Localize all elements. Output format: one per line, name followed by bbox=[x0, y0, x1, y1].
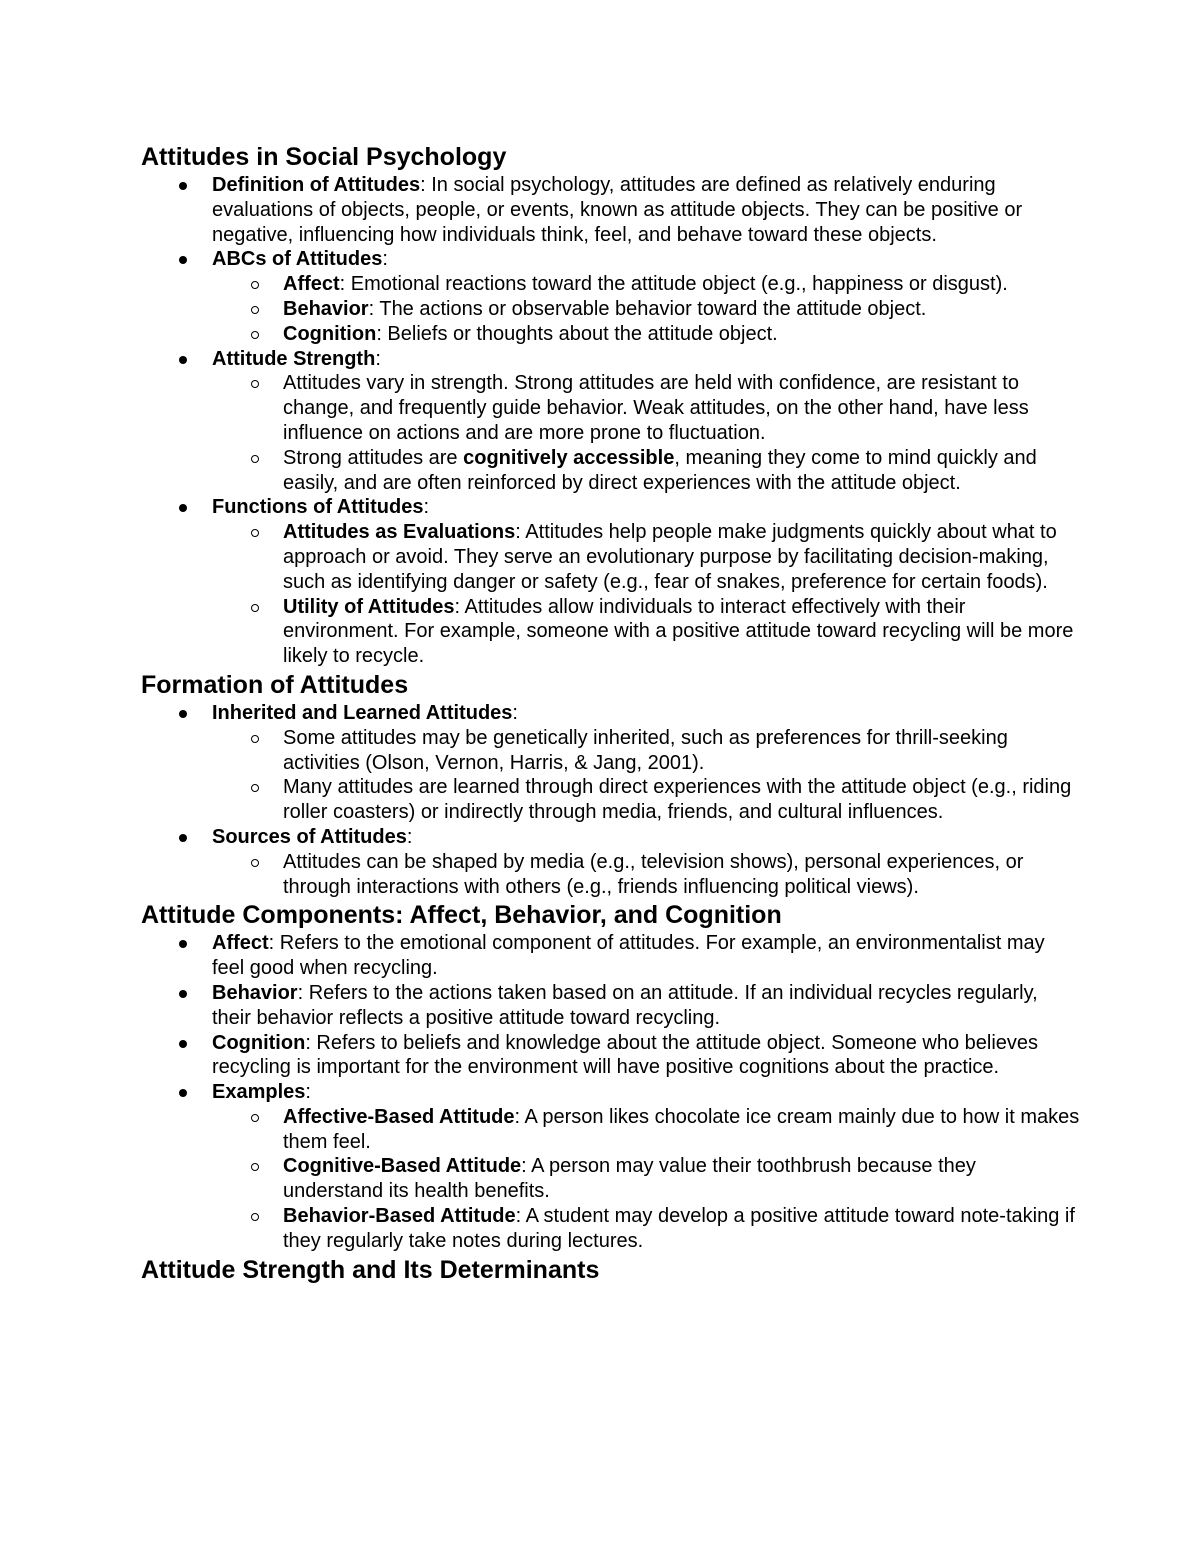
item-term: Behavior-Based Attitude bbox=[283, 1205, 516, 1228]
item-description: : A person may value their toothbrush because they understand its health benefits. bbox=[283, 1155, 976, 1203]
item-text bbox=[283, 272, 1081, 297]
item-description: : A student may develop a positive attitude toward note-taking if they regularly take notes during lectures. bbox=[283, 1205, 1075, 1252]
item-lead-text: Strong attitudes are bbox=[283, 446, 464, 469]
sub-list-item bbox=[212, 322, 1081, 347]
item-description: : Attitudes help people make judgments quickly about what to approach or avoid. They serve an evolutionary purpose by facilitating decision-making, such as identifying danger or safety (e.g., fear of snakes, preference for certain foods). bbox=[283, 521, 1057, 593]
bullet-icon bbox=[179, 1040, 187, 1048]
item-text bbox=[283, 595, 1081, 669]
item-term: Cognition bbox=[212, 1031, 306, 1054]
hollow-bullet-icon bbox=[251, 281, 259, 289]
bullet-icon bbox=[179, 504, 187, 512]
bullet-list bbox=[141, 173, 1081, 669]
bullet-icon bbox=[179, 256, 187, 264]
item-term: Affect bbox=[283, 273, 340, 296]
bullet-icon bbox=[179, 710, 187, 718]
item-text bbox=[283, 520, 1081, 594]
item-text bbox=[283, 1154, 1081, 1204]
sub-list-item bbox=[212, 1154, 1081, 1204]
bullet-list bbox=[141, 931, 1081, 1253]
hollow-bullet-icon bbox=[251, 380, 259, 388]
item-description: : Attitudes allow individuals to interact effectively with their environment. For example, someone with a positive attitude toward recycling will be more likely to recycle. bbox=[283, 595, 1074, 668]
hollow-bullet-icon bbox=[251, 529, 259, 537]
item-text bbox=[212, 495, 1081, 520]
item-description: : bbox=[423, 496, 430, 519]
hollow-bullet-icon bbox=[251, 1163, 259, 1171]
item-text bbox=[212, 825, 1081, 850]
list-item bbox=[141, 701, 1081, 825]
hollow-bullet-icon bbox=[251, 331, 259, 339]
document-body bbox=[141, 141, 1081, 1286]
item-term: Cognitive-Based Attitude bbox=[283, 1155, 522, 1178]
item-text bbox=[283, 1105, 1081, 1155]
item-term: Inherited and Learned Attitudes bbox=[212, 701, 513, 724]
item-text bbox=[283, 726, 1081, 776]
item-text bbox=[212, 1080, 1081, 1105]
hollow-bullet-icon bbox=[251, 604, 259, 612]
item-term: Attitude Strength bbox=[212, 347, 376, 370]
item-text bbox=[212, 931, 1081, 981]
item-lead-text: Attitudes vary in strength. Strong attitudes are held with confidence, are resistant to change, and frequently guide behavior. Weak attitudes, on the other hand, have less influence on actions and are more prone to fluctuation. bbox=[283, 372, 1029, 444]
sub-list-item bbox=[212, 520, 1081, 594]
list-item bbox=[141, 1031, 1081, 1081]
item-description: : Refers to the actions taken based on an attitude. If an individual recycles regularly, their behavior reflects a positive attitude toward recycling. bbox=[212, 981, 1038, 1029]
item-text bbox=[283, 1204, 1081, 1254]
sub-list-item bbox=[212, 850, 1081, 900]
item-text bbox=[283, 371, 1081, 445]
sub-bullet-list bbox=[212, 272, 1081, 346]
hollow-bullet-icon bbox=[251, 455, 259, 463]
item-term: Utility of Attitudes bbox=[283, 595, 455, 618]
item-term: Cognition bbox=[283, 322, 377, 345]
item-text bbox=[212, 981, 1081, 1031]
item-term: Affective-Based Attitude bbox=[283, 1105, 515, 1128]
item-lead-text: Some attitudes may be genetically inherited, such as preferences for thrill-seeking activities (Olson, Vernon, Harris, & Jang, 2001). bbox=[283, 726, 1008, 774]
item-description: : bbox=[375, 347, 381, 370]
list-item bbox=[141, 347, 1081, 496]
sub-bullet-list bbox=[212, 1105, 1081, 1254]
item-term: Sources of Attitudes bbox=[212, 825, 407, 848]
hollow-bullet-icon bbox=[251, 784, 259, 792]
item-term: Definition of Attitudes bbox=[212, 174, 421, 196]
sub-list-item bbox=[212, 1204, 1081, 1254]
hollow-bullet-icon bbox=[251, 1114, 259, 1122]
list-item bbox=[141, 495, 1081, 669]
hollow-bullet-icon bbox=[251, 306, 259, 314]
list-item bbox=[141, 247, 1081, 346]
sub-list-item bbox=[212, 272, 1081, 297]
item-description: : In social psychology, attitudes are defined as relatively enduring evaluations of objects, people, or events, known as attitude objects. They can be positive or negative, influencing how individuals think, feel, and behave toward these objects. bbox=[212, 174, 1023, 246]
item-text bbox=[212, 247, 1081, 272]
list-item bbox=[141, 981, 1081, 1031]
item-description: : bbox=[512, 701, 518, 724]
item-text bbox=[283, 322, 1081, 347]
list-item bbox=[141, 825, 1081, 899]
bullet-icon bbox=[179, 356, 187, 364]
item-term: Functions of Attitudes bbox=[212, 496, 424, 519]
sub-list-item bbox=[212, 297, 1081, 322]
item-description: : bbox=[382, 248, 388, 271]
item-term: ABCs of Attitudes bbox=[212, 248, 383, 271]
item-description: : bbox=[406, 825, 413, 848]
section-heading: Attitudes in Social Psychology bbox=[141, 143, 507, 171]
bullet-icon bbox=[179, 182, 187, 190]
item-text bbox=[212, 1031, 1081, 1081]
item-term: Examples bbox=[212, 1081, 306, 1104]
item-text bbox=[283, 446, 1081, 496]
bullet-icon bbox=[179, 834, 187, 842]
item-term: Affect bbox=[212, 932, 269, 955]
item-description: : Beliefs or thoughts about the attitude object. bbox=[376, 322, 778, 345]
item-text bbox=[283, 297, 1081, 322]
bullet-icon bbox=[179, 990, 187, 998]
item-lead-text: Many attitudes are learned through direct experiences with the attitude object (e.g., riding roller coasters) or indirectly through media, friends, and cultural influences. bbox=[283, 776, 1072, 824]
sub-list-item bbox=[212, 446, 1081, 496]
bullet-icon bbox=[179, 1089, 187, 1097]
item-description: : The actions or observable behavior toward the attitude object. bbox=[368, 297, 927, 320]
item-description: : Refers to the emotional component of attitudes. For example, an environmentalist may feel good when recycling. bbox=[212, 932, 1045, 980]
item-lead-text: Attitudes can be shaped by media (e.g., television shows), personal experiences, or through interactions with others (e.g., friends influencing political views). bbox=[283, 850, 1024, 898]
hollow-bullet-icon bbox=[251, 1213, 259, 1221]
sub-bullet-list bbox=[212, 520, 1081, 669]
sub-list-item bbox=[212, 775, 1081, 825]
item-text bbox=[212, 701, 1081, 726]
hollow-bullet-icon bbox=[251, 859, 259, 867]
hollow-bullet-icon bbox=[251, 735, 259, 743]
list-item bbox=[141, 1080, 1081, 1254]
sub-list-item bbox=[212, 1105, 1081, 1155]
item-text bbox=[283, 850, 1081, 900]
section-heading: Attitude Strength and Its Determinants bbox=[141, 1255, 600, 1284]
sub-bullet-list bbox=[212, 850, 1081, 900]
item-text bbox=[212, 173, 1081, 247]
item-description: : Refers to beliefs and knowledge about the attitude object. Someone who believes recycling is important for the environment will have positive cognitions about the practice. bbox=[212, 1031, 1039, 1079]
item-term: Attitudes as Evaluations bbox=[283, 521, 516, 544]
section-heading: Formation of Attitudes bbox=[141, 670, 409, 699]
item-text bbox=[283, 775, 1081, 825]
list-item bbox=[141, 931, 1081, 981]
sub-bullet-list bbox=[212, 726, 1081, 825]
sub-list-item bbox=[212, 371, 1081, 445]
sub-list-item bbox=[212, 726, 1081, 776]
item-description: : A person likes chocolate ice cream mainly due to how it makes them feel. bbox=[283, 1105, 1080, 1153]
bullet-icon bbox=[179, 940, 187, 948]
sub-list-item bbox=[212, 595, 1081, 669]
item-term: Behavior bbox=[283, 297, 369, 320]
item-term: cognitively accessible bbox=[463, 446, 675, 469]
item-description: , meaning they come to mind quickly and easily, and are often reinforced by direct experiences with the attitude object. bbox=[283, 446, 1037, 494]
item-term: Behavior bbox=[212, 981, 298, 1004]
item-description: : Emotional reactions toward the attitude object (e.g., happiness or disgust). bbox=[339, 273, 1008, 296]
section-heading: Attitude Components: Affect, Behavior, and Cognition bbox=[141, 901, 782, 930]
item-text bbox=[212, 347, 1081, 372]
sub-bullet-list bbox=[212, 371, 1081, 495]
bullet-list bbox=[141, 701, 1081, 899]
item-description: : bbox=[305, 1081, 311, 1104]
list-item bbox=[141, 173, 1081, 247]
